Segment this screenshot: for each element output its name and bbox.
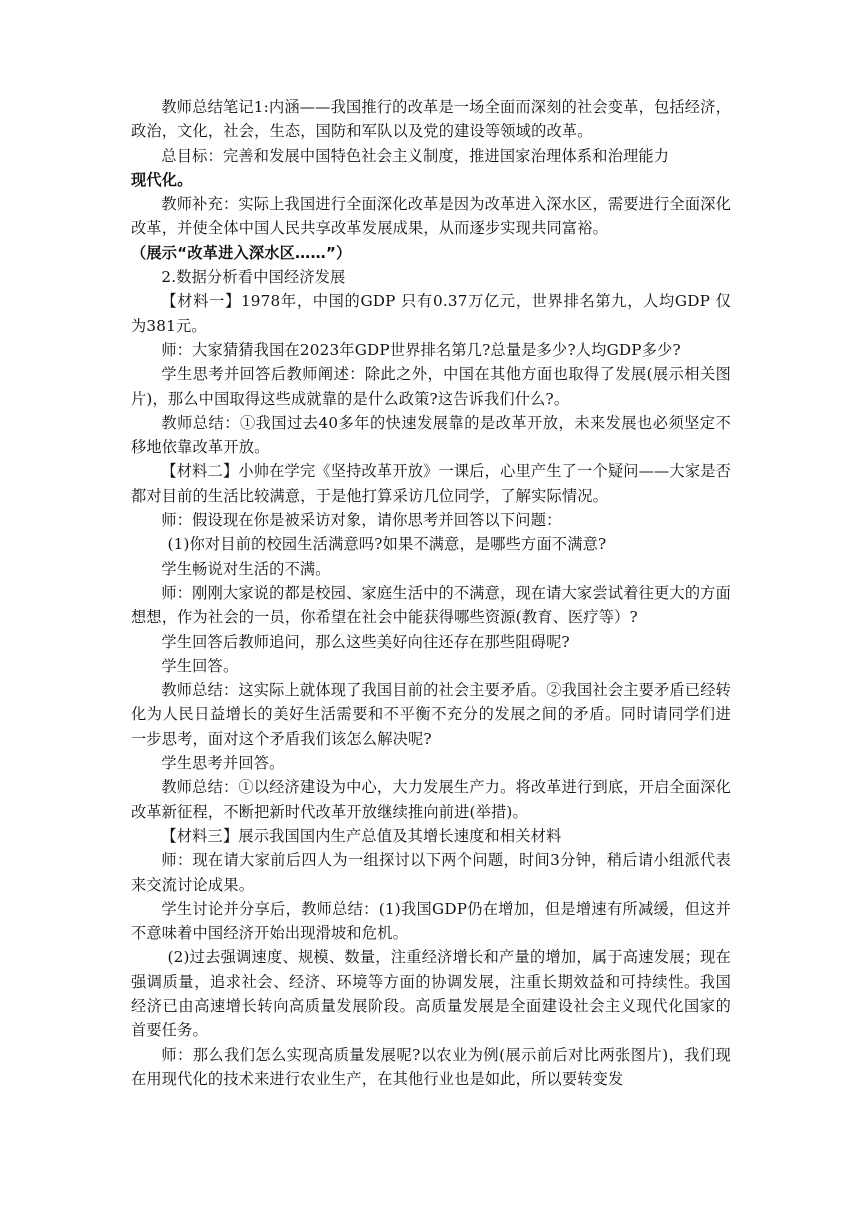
paragraph-question-one: (1)你对目前的校园生活满意吗?如果不满意，是哪些方面不满意? <box>167 535 607 554</box>
paragraph-material-three: 【材料三】展示我国国内生产总值及其增长速度和相关材料 <box>161 826 562 845</box>
paragraph-student-answer: 学生回答。 <box>161 656 239 675</box>
paragraph-teacher-group-discussion: 师：现在请大家前后四人为一组探讨以下两个问题，时间3分钟，稍后请小组派代表来交流讨论成果。 <box>131 851 731 894</box>
paragraph-teacher-summary-economy: 教师总结：①以经济建设为中心，大力发展生产力。将改革进行到底，开启全面深化改革新征程，不断把新时代改革开放继续推向前进(举措)。 <box>131 778 731 821</box>
paragraph-student-think: 学生思考并回答后教师阐述：除此之外，中国在其他方面也取得了发展(展示相关图片)，那么中国取得这些成就靠的是什么政策?这告诉我们什么?。 <box>131 365 731 408</box>
paragraph-overall-goal: 总目标：完善和发展中国特色社会主义制度，推进国家治理体系和治理能力 <box>161 146 670 165</box>
paragraph-student-talk: 学生畅说对生活的不满。 <box>161 559 331 578</box>
paragraph-teacher-summary-contradiction: 教师总结：这实际上就体现了我国目前的社会主要矛盾。②我国社会主要矛盾已经转化为人民日益增长的美好生活需要和不平衡不充分的发展之间的矛盾。同时请同学们进一步思考，面对这个矛盾我们该怎么解决呢? <box>131 681 731 748</box>
paragraph-teacher-summary-note: 教师总结笔记1:内涵——我国推行的改革是一场全面而深刻的社会变革，包括经济，政治，文化，社会，生态，国防和军队以及党的建设等领域的改革。 <box>131 98 731 141</box>
paragraph-teacher-summary-1: 教师总结：①我国过去40多年的快速发展靠的是改革开放，未来发展也必须坚定不移地依靠改革开放。 <box>131 413 731 457</box>
paragraph-modernization: 现代化。 <box>131 170 193 189</box>
paragraph-high-quality-development: (2)过去强调速度、规模、数量，注重经济增长和产量的增加，属于高速发展；现在强调质量，追求社会、经济、环境等方面的协调发展，注重长期效益和可持续性。我国经济已由高速增长转向高质量发展阶段。高质量发展是全面建设社会主义现代化国家的首要任务。 <box>131 948 731 1040</box>
paragraph-student-think-answer: 学生思考并回答。 <box>161 754 285 773</box>
paragraph-teacher-agriculture: 师：那么我们怎么实现高质量发展呢?以农业为例(展示前后对比两张图片)，我们现在用现代化的技术来进行农业生产，在其他行业也是如此，所以要转变发 <box>131 1045 731 1088</box>
paragraph-student-discussion-summary: 学生讨论并分享后，教师总结：(1)我国GDP仍在增加，但是增速有所减缓，但这并不意味着中国经济开始出现滑坡和危机。 <box>131 899 731 943</box>
paragraph-material-two: 【材料二】小帅在学完《坚持改革开放》一课后，心里产生了一个疑问——大家是否都对目前的生活比较满意，于是他打算采访几位同学，了解实际情况。 <box>131 462 731 505</box>
paragraph-material-one: 【材料一】1978年，中国的GDP 只有0.37万亿元，世界排名第九，人均GDP 仅为381元。 <box>131 292 731 335</box>
paragraph-teacher-followup: 学生回答后教师追问，那么这些美好向往还存在那些阻碍呢? <box>161 632 570 651</box>
paragraph-show-deep-water: （展示“改革进入深水区……”） <box>131 243 352 262</box>
paragraph-teacher-question-gdp: 师：大家猜猜我国在2023年GDP世界排名第几?总量是多少?人均GDP多少? <box>161 340 681 359</box>
paragraph-teacher-supplement: 教师补充：实际上我国进行全面深化改革是因为改革进入深水区，需要进行全面深化改革，并使全体中国人民共享改革发展成果，从而逐步实现共同富裕。 <box>131 195 731 238</box>
section-heading-data-analysis: 2.数据分析看中国经济发展 <box>161 268 346 287</box>
paragraph-teacher-interview: 师：假设现在你是被采访对象，请你思考并回答以下问题： <box>161 511 562 530</box>
document-body <box>131 95 731 1091</box>
paragraph-teacher-bigger-view: 师：刚刚大家说的都是校园、家庭生活中的不满意，现在请大家尝试着往更大的方面想想，作为社会的一员，你希望在社会中能获得哪些资源(教育、医疗等）? <box>131 583 731 627</box>
